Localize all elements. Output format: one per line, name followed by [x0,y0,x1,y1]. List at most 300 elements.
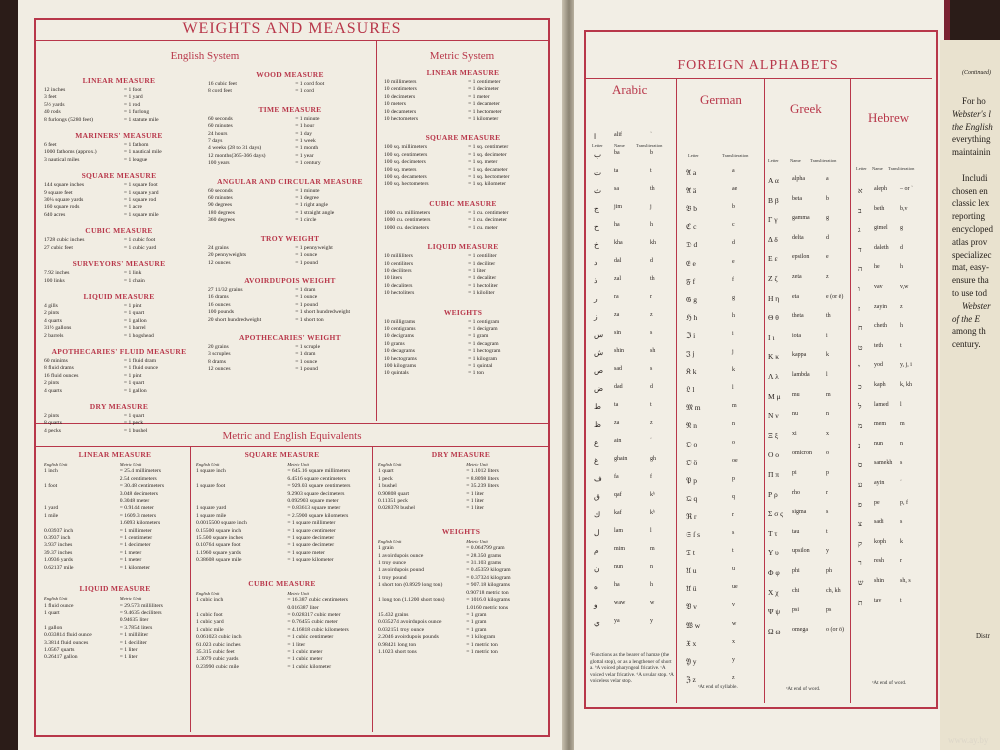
alphabets-frame [584,30,938,709]
unit-left: 1 fluid ounce [44,602,74,609]
greek-transliteration: s [826,509,829,515]
german-letter: 𝔙 v [686,602,697,611]
unit-left: 100 sq. meters [384,166,417,173]
hebrew-name: mem [874,421,886,427]
unit-right: = 1 square decimeter [287,535,335,542]
arabic-letter: ط [594,402,601,411]
german-letter: 𝔏 l [686,385,695,394]
section-heading: LIQUID MEASURE [83,291,155,301]
arabic-name: waw [614,600,626,606]
measure-row [44,476,186,483]
arabic-name: ra [614,294,619,300]
measure-rows [378,538,544,657]
weights-title: WEIGHTS AND MEASURES [182,20,402,37]
measure-row [196,557,368,564]
measure-rows [44,237,194,252]
german-letter: ℨ z [686,675,696,684]
metric-system-heading: Metric System [429,50,495,62]
greek-transliteration: t [826,529,828,535]
measure-row [378,619,544,626]
measure-row [44,640,186,647]
hebrew-letter: פ [858,500,862,509]
measure-row [384,341,542,348]
measure-row [378,483,544,490]
greek-letter: Δ δ [768,235,778,244]
unit-left: 1 square mile [196,512,227,519]
measure-row [196,468,368,475]
unit-left: 10 decameters [384,108,417,115]
section-heading: TIME MEASURE [258,104,322,114]
hebrew-name: koph [874,539,886,545]
unit-left: 100 sq. centimeters [384,151,428,158]
unit-right: = 1 month [295,145,319,152]
measure-row [44,373,194,380]
measure-row [44,149,194,156]
unit-right: = 1 decaliter [468,275,497,282]
unit-left: 12 inches [44,87,66,93]
measure-row [208,210,372,217]
measure-row [196,649,368,656]
measure-row [208,302,372,309]
unit-right: = 1 foot [123,87,142,93]
measure-row [196,505,368,512]
unit-right: = 1 kilometer [119,564,150,571]
greek-name: mu [792,392,800,398]
hebrew-footnote: ᵃAt end of word. [872,680,907,686]
arabic-transliteration: z [650,420,653,426]
next-page-line: ensure tha [952,275,989,286]
unit-left: 27 cubic feet [44,244,73,251]
unit-left: 1 square yard [196,505,227,512]
section-heading: CUBIC MEASURE [248,578,316,588]
greek-header: Transliteration [810,158,837,163]
greek-transliteration: b [826,196,829,202]
german-transliteration: d [732,240,735,246]
unit-left: 1 peck [378,475,393,482]
measure-row [208,145,372,152]
english-system-heading: English System [170,50,240,62]
unit-right: Metric Unit [287,590,309,596]
unit-left: 1 avoirdupois ounce [378,552,424,559]
section-heading: ANGULAR AND CIRCULAR MEASURE [217,176,363,186]
unit-right: = 1 short ton [295,316,324,323]
measure-row [44,102,194,109]
unit-left: 10 deciliters [384,267,412,274]
hebrew-letter: ת [858,598,863,607]
measure-rows [44,358,194,395]
measure-row [44,557,186,564]
unit-right: 0.94635 liter [119,617,149,624]
alphabets-title: FOREIGN ALPHABETS [677,58,839,73]
unit-right: = 29.573 milliliters [119,602,163,609]
greek-letter: Γ γ [768,215,778,224]
greek-letter: Β β [768,196,779,205]
unit-left: English Unit [196,590,220,596]
greek-header: Letter [768,158,779,163]
measure-row [44,318,194,325]
german-letter: 𝔑 n [686,421,697,430]
hebrew-letter: ט [858,343,863,352]
arabic-transliteration: th [650,276,655,282]
greek-transliteration: y [826,548,829,554]
hebrew-transliteration: l [900,402,902,408]
measure-row [378,649,544,656]
measure-rows [208,81,372,96]
greek-name: epsilon [792,254,810,260]
measure-row [196,642,368,649]
unit-right: = 1 gram [466,626,487,633]
unit-left: 100 sq. hectometers [384,181,429,188]
unit-left: English Unit [196,462,220,467]
hebrew-name: kaph [874,382,886,388]
unit-left: 4 gills [44,302,58,309]
measure-rows [208,116,372,168]
measure-rows [44,303,194,340]
measure-row [196,634,368,641]
unit-left [44,491,116,498]
measure-row [384,283,542,290]
unit-left: 10 centiliters [384,260,414,267]
measure-row [208,351,372,358]
unit-right: = 3.7854 liters [119,624,153,631]
measure-row [44,542,186,549]
measure-row [196,498,368,505]
unit-left: 1000 fathoms (approx.) [44,149,97,156]
german-transliteration: o [732,440,735,446]
unit-left: 1728 cubic inches [44,237,85,244]
measure-row [208,309,372,316]
unit-left: 20 grains [208,343,229,350]
german-letter: 𝔖 ſ s [686,530,701,539]
german-transliteration: p [732,476,735,482]
measure-row [196,476,368,483]
unit-right: = 1 scruple [295,343,321,350]
hebrew-letter: ל [858,402,862,411]
next-page-line: For ho [962,96,986,106]
arabic-footnote: ᵃFunctions as the bearer of hamze (the glottal stop), or as a lengthener of short a. ᵇA voiced pharyngeal fricative. ᶜA voiced velar fricative. ᵈA uvular stop. ᵉA voiceless velar stop. [590,652,674,684]
unit-left: 90 degrees [208,202,233,209]
greek-name: upsilon [792,548,810,554]
measure-row [44,468,186,475]
hebrew-name: zayin [874,304,887,310]
section-heading: LIQUID MEASURE [427,242,499,252]
unit-left: 10 decimeters [384,93,416,100]
unit-right: = 1 metric ton [466,648,498,655]
measure-row [384,268,542,275]
unit-right: 6.4516 square centimeters [287,475,346,482]
greek-transliteration: e (or ē) [826,294,844,300]
measure-row [44,310,194,317]
english-col-2 [208,70,372,374]
unit-left: 1.3079 cubic yards [196,656,239,663]
unit-right: = 1 ounce [295,294,318,301]
unit-right: = 1 square centimeter [287,527,336,534]
unit-left: 8 quarts [44,420,62,427]
unit-left: 1000 cu. decimeters [384,224,429,231]
unit-right: = 1 day [295,130,313,137]
arabic-transliteration: j [650,204,652,210]
hebrew-transliteration: h [900,264,903,270]
german-transliteration: c [732,222,735,228]
greek-name: psi [792,607,800,613]
measure-rows [384,253,542,297]
hebrew-transliteration: k [900,539,903,545]
greek-name: omega [792,627,808,633]
greek-transliteration: k [826,352,829,358]
unit-left: 1.1023 short tons [378,648,417,655]
unit-left: 9 square feet [44,189,73,196]
unit-right: = 1 furlong [123,109,150,116]
unit-left [44,617,116,624]
unit-right: = 1 sq. hectometer [468,174,510,181]
arabic-letter: ي [594,618,600,627]
measure-row [196,461,368,468]
arabic-transliteration: t [650,402,652,408]
unit-left: 1.0567 quarts [44,646,75,653]
alpha-divider-2 [764,79,765,703]
arabic-name: ba [614,150,620,156]
section-heading: SURVEYORS' MEASURE [72,259,166,269]
measure-rows [196,590,368,671]
unit-left: 7 days [208,138,223,145]
arabic-letter: ذ [594,276,598,285]
unit-right: = 25.4 millimeters [119,468,161,475]
measure-row [44,535,186,542]
unit-right: = 1 circle [295,217,317,224]
greek-letter: Θ θ [768,313,779,322]
unit-left: 1000 cu. centimeters [384,217,431,224]
arabic-transliteration: sh [650,348,656,354]
german-letter: 𝔊 g [686,295,697,304]
unit-left: 20 pennyweights [208,252,247,259]
unit-right: = 1 gram [468,333,489,340]
arabic-transliteration: l [650,528,652,534]
arabic-letter: ص [594,366,604,375]
german-transliteration: h [732,313,735,319]
unit-right: = 1 pound [295,366,318,373]
measure-row [44,204,194,211]
greek-name: sigma [792,509,807,515]
unit-left: 16 cubic feet [208,81,237,87]
unit-left: 0.033814 fluid ounce [44,632,92,639]
unit-right: = 1 cubic centimeter [287,634,334,641]
unit-left: 16 drams [208,294,229,301]
arabic-name: za [614,420,620,426]
unit-right: = 1 peck [123,420,144,427]
unit-right: = 1 fluid ounce [123,365,158,372]
greek-transliteration: r [826,490,828,496]
measure-row [384,356,542,363]
unit-left: 1 square foot [196,483,226,490]
measure-row [44,625,186,632]
measure-row [196,535,368,542]
measure-row [44,528,186,535]
unit-right: = 1 century [295,160,321,167]
greek-letter: Ε ε [768,254,778,263]
unit-left: 8 fluid drams [44,365,74,372]
measure-row [44,182,194,189]
measure-row [44,303,194,310]
unit-left: 100 kilograms [384,362,417,369]
hebrew-letter: ג [858,225,861,234]
greek-name: gamma [792,215,810,221]
section-heading: APOTHECARIES' WEIGHT [239,332,341,342]
unit-left: 1 cubic inch [196,597,224,604]
hebrew-letter: ח [858,323,863,332]
measure-row [44,157,194,164]
section-heading: LINEAR MEASURE [78,450,152,459]
hebrew-letter: ה [858,264,863,273]
unit-right: = 1 quart [123,412,145,419]
measure-row [44,428,194,435]
arabic-transliteration: z [650,312,653,318]
greek-name: kappa [792,352,807,358]
measure-row [44,505,186,512]
measure-row [44,270,194,277]
hebrew-transliteration: y, j, i [900,362,912,368]
unit-right: = 16.387 cubic centimeters [287,597,348,604]
german-letter: 𝔅 b [686,204,698,213]
unit-left: 0.028378 bushel [378,505,415,512]
arabic-transliteration: h [650,582,653,588]
greek-letter: Κ κ [768,352,780,361]
hebrew-transliteration: v,w [900,284,909,290]
measure-row [44,617,186,624]
arabic-name: ghain [614,456,628,462]
unit-left: 3 nautical miles [44,156,80,163]
german-transliteration: a [732,168,735,174]
measure-row [378,590,544,597]
hebrew-name: cheth [874,323,887,329]
measure-row [44,413,194,420]
greek-letter: Λ λ [768,372,779,381]
hebrew-name: gimel [874,225,888,231]
german-transliteration: k [732,367,735,373]
unit-left: 180 degrees [208,209,235,216]
next-page-line: classic lex [952,198,990,209]
unit-left: 1 cubic mile [196,626,224,633]
arabic-transliteration: y [650,618,653,624]
unit-left: 20 short hundredweight [208,316,262,323]
measure-row [208,245,372,252]
measure-row [44,333,194,340]
hebrew-transliteration: b,v [900,206,908,212]
measure-row [44,550,186,557]
measure-row [378,476,544,483]
german-transliteration: f [732,277,734,283]
unit-left: 100 links [44,277,65,284]
measure-row [378,545,544,552]
unit-right: = 35.239 liters [466,483,499,490]
equiv-col-3 [378,450,544,656]
measure-row [44,520,186,527]
arabic-letter: م [594,546,599,555]
german-letter: 𝔜 y [686,657,697,666]
equiv-col-2 [196,450,368,671]
arabic-name: ha [614,582,620,588]
unit-right: = 1 deciliter [468,260,496,267]
unit-left: 10 milligrams [384,318,416,325]
unit-right: = 1 kilogram [466,634,496,641]
measure-row [384,348,542,355]
unit-left: 10 millimeters [384,79,417,85]
unit-right: = 0.028317 cubic meter [287,611,341,618]
unit-right: Metric Unit [119,596,142,602]
unit-left: 35.315 cubic feet [196,648,235,655]
section-heading: LINEAR MEASURE [82,76,156,85]
section-heading: AVOIRDUPOIS WEIGHT [244,275,336,285]
greek-transliteration: e [826,254,829,260]
measure-rows [44,595,186,662]
measure-rows [44,270,194,285]
hebrew-transliteration: h [900,323,903,329]
next-page-line: atlas prov [952,236,988,247]
measure-row [208,138,372,145]
hebrew-transliteration: r [900,558,902,564]
arabic-name: ta [614,168,619,174]
unit-left: 15.432 grains [378,611,409,618]
hebrew-name: tav [874,598,882,604]
measure-rows [44,461,186,572]
german-transliteration: v [732,602,735,608]
hebrew-letter: י [858,362,860,371]
greek-letter: Ρ ρ [768,490,778,499]
unit-right: = 1 decigram [468,325,498,332]
unit-left [44,498,116,505]
hebrew-name: he [874,264,880,270]
unit-right: = 1 short hundredweight [295,309,351,316]
german-letter: 𝔇 d [686,240,698,249]
hebrew-header: Letter [856,166,867,171]
arabic-letter: ظ [594,420,601,429]
next-page-line: specializec [952,249,992,260]
arabic-transliteration: gh [650,456,656,462]
hebrew-title: Hebrew [868,110,910,125]
measure-row [44,380,194,387]
unit-right: = 9.4635 deciliters [119,609,162,616]
greek-transliteration: g [826,215,829,221]
greek-name: xi [792,431,797,437]
unit-left: 4 weeks (28 to 31 days) [208,145,262,152]
unit-left: 60 minutes [208,123,233,130]
unit-left [196,498,283,505]
hebrew-header: Transliteration [888,166,915,171]
measure-row [208,195,372,202]
measure-rows [208,344,372,374]
hebrew-name: teth [874,343,883,349]
greek-name: chi [792,588,800,594]
unit-right: = 1 decameter [468,101,500,108]
measure-row [378,560,544,567]
unit-right: = 1 sq. kilometer [468,181,507,188]
measure-row [44,513,186,520]
arabic-transliteration: kh [650,240,656,246]
unit-right: = 1 kilometer [468,116,499,123]
german-letter: 𝔘̈ ü [686,584,697,593]
measure-row [44,647,186,654]
unit-right: = 1 hectoliter [468,282,498,289]
greek-name: zeta [792,274,802,280]
greek-name: rho [792,490,800,496]
measure-row [196,664,368,671]
measure-row [378,605,544,612]
hebrew-letter: ע [858,480,863,489]
arabic-name: lam [614,528,623,534]
unit-left: 1.1960 square yards [196,549,241,556]
measure-row [378,627,544,634]
next-page-line: among th [952,326,986,337]
measure-row [384,326,542,333]
